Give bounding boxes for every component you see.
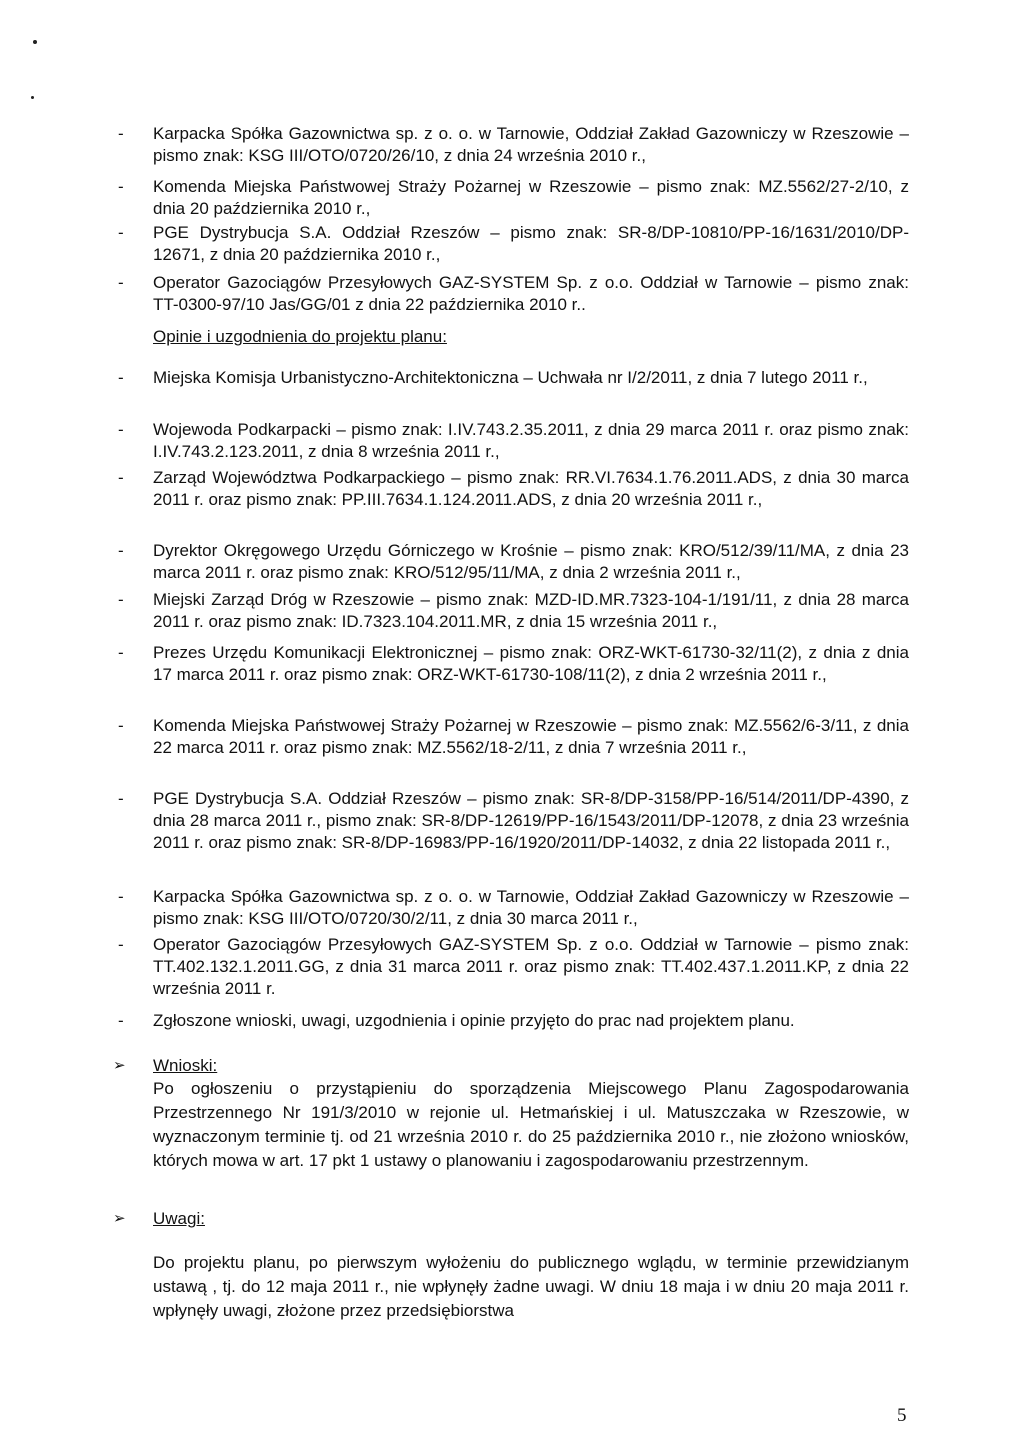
list-item: Zgłoszone wnioski, uwagi, uzgodnienia i opinie przyjęto do prac nad projektem planu. (153, 1011, 795, 1030)
list-item: Wojewoda Podkarpacki – pismo znak: I.IV.743.2.35.2011, z dnia 29 marca 2011 r. oraz pismo znak: I.IV.743.2.123.2011, z dnia 8 września 2011 r., (153, 420, 909, 461)
list-item: Komenda Miejska Państwowej Straży Pożarnej w Rzeszowie – pismo znak: MZ.5562/6-3/11, z dnia 22 marca 2011 r. oraz pismo znak: MZ.5562/18-2/11, z dnia 7 września 2011 r., (153, 716, 909, 757)
wnioski-heading: Wnioski: (153, 1056, 218, 1075)
list-item: PGE Dystrybucja S.A. Oddział Rzeszów – pismo znak: SR-8/DP-10810/PP-16/1631/2010/DP-12671, z dnia 20 października 2010 r., (153, 223, 909, 264)
page-number: 5 (897, 1405, 907, 1426)
list-item: Operator Gazociągów Przesyłowych GAZ-SYSTEM Sp. z o.o. Oddział w Tarnowie – pismo znak: TT-0300-97/10 Jas/GG/01 z dnia 22 października 2010 r.. (153, 273, 909, 314)
list-dash: - (118, 420, 124, 439)
list-item: Komenda Miejska Państwowej Straży Pożarnej w Rzeszowie – pismo znak: MZ.5562/27-2/10, z dnia 20 października 2010 r., (153, 177, 909, 218)
scan-speck (31, 96, 34, 99)
list-dash: - (118, 716, 124, 735)
opinie-heading: Opinie i uzgodnienia do projektu planu: (153, 327, 447, 346)
list-dash: - (118, 643, 124, 662)
list-item: Zarząd Województwa Podkarpackiego – pismo znak: RR.VI.7634.1.76.2011.ADS, z dnia 30 marca 2011 r. oraz pismo znak: PP.III.7634.1.124.2011.ADS, z dnia 20 września 2011 r., (153, 468, 909, 509)
list-dash: - (118, 541, 124, 560)
list-item: Prezes Urzędu Komunikacji Elektronicznej – pismo znak: ORZ-WKT-61730-32/11(2), z dnia z dnia 17 marca 2011 r. oraz pismo znak: ORZ-WKT-61730-108/11(2), z dnia 2 września 2011 r., (153, 643, 909, 684)
list-dash: - (118, 1011, 124, 1030)
scan-speck (33, 40, 37, 44)
list-dash: - (118, 935, 124, 954)
list-dash: - (118, 468, 124, 487)
list-dash: - (118, 887, 124, 906)
list-dash: - (118, 789, 124, 808)
list-dash: - (118, 590, 124, 609)
list-dash: - (118, 124, 124, 143)
list-dash: - (118, 368, 124, 387)
arrow-bullet-icon: ➢ (113, 1210, 126, 1227)
wnioski-paragraph: Po ogłoszeniu o przystąpieniu do sporządzenia Miejscowego Planu Zagospodarowania Przestrzennego Nr 191/3/2010 w rejonie ul. Hetmańskiej i ul. Matuszczaka w Rzeszowie, w wyznaczonym terminie tj. od 21 września 2010 r. do 25 października 2010 r., nie złożono wniosków, których mowa w art. 17 pkt 1 ustawy o planowaniu i zagospodarowaniu przestrzennym. (153, 1079, 909, 1170)
list-dash: - (118, 223, 124, 242)
uwagi-paragraph: Do projektu planu, po pierwszym wyłożeniu do publicznego wglądu, w terminie przewidzianym ustawą , tj. do 12 maja 2011 r., nie wpłynęły żadne uwagi. W dniu 18 maja i w dniu 20 maja 2011 r. wpłynęły uwagi, złożone przez przedsiębiorstwa (153, 1253, 909, 1320)
list-item: Miejska Komisja Urbanistyczno-Architektoniczna – Uchwała nr I/2/2011, z dnia 7 lutego 2011 r., (153, 368, 868, 387)
list-item: Karpacka Spółka Gazownictwa sp. z o. o. w Tarnowie, Oddział Zakład Gazowniczy w Rzeszowie – pismo znak: KSG III/OTO/0720/26/10, z dnia 24 września 2010 r., (153, 124, 909, 165)
list-dash: - (118, 177, 124, 196)
list-item: Miejski Zarząd Dróg w Rzeszowie – pismo znak: MZD-ID.MR.7323-104-1/191/11, z dnia 28 marca 2011 r. oraz pismo znak: ID.7323.104.2011.MR, z dnia 15 września 2011 r., (153, 590, 909, 631)
list-dash: - (118, 273, 124, 292)
list-item: Karpacka Spółka Gazownictwa sp. z o. o. w Tarnowie, Oddział Zakład Gazowniczy w Rzeszowie – pismo znak: KSG III/OTO/0720/30/2/11, z dnia 30 marca 2011 r., (153, 887, 909, 928)
arrow-bullet-icon: ➢ (113, 1057, 126, 1074)
list-item: Operator Gazociągów Przesyłowych GAZ-SYSTEM Sp. z o.o. Oddział w Tarnowie – pismo znak: TT.402.132.1.2011.GG, z dnia 31 marca 2011 r. oraz pismo znak: TT.402.437.1.2011.KP, z dnia 22 września 2011 r. (153, 935, 909, 998)
list-item: PGE Dystrybucja S.A. Oddział Rzeszów – pismo znak: SR-8/DP-3158/PP-16/514/2011/DP-4390, z dnia 28 marca 2011 r., pismo znak: SR-8/DP-12619/PP-16/1543/2011/DP-12078, z dnia 23 września 2011 r. oraz pismo znak: SR-8/DP-16983/PP-16/1920/2011/DP-14032, z dnia 22 listopada 2011 r., (153, 789, 909, 852)
list-item: Dyrektor Okręgowego Urzędu Górniczego w Krośnie – pismo znak: KRO/512/39/11/MA, z dnia 23 marca 2011 r. oraz pismo znak: KRO/512/95/11/MA, z dnia 2 września 2011 r., (153, 541, 909, 582)
uwagi-heading: Uwagi: (153, 1209, 205, 1228)
